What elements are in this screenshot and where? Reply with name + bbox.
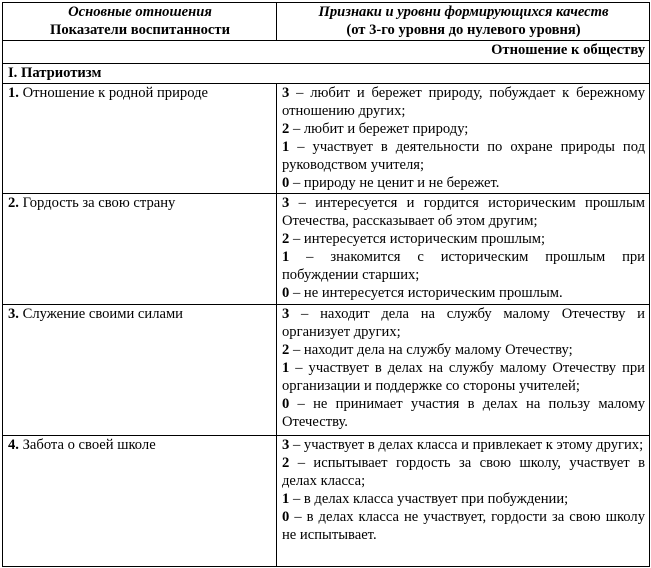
level-text: – участвует в делах класса и привлекает к этому других; — [289, 437, 644, 453]
level-text: – любит и бережет природу, побуждает к бережному отношению других; — [282, 85, 645, 119]
level-text: – в делах класса не участвует, гордости за свою школу не испытывает. — [282, 509, 645, 543]
criterion-cell — [3, 436, 277, 567]
criterion-number: 2. — [8, 195, 19, 211]
criterion-label: Гордость за свою страну — [18, 195, 176, 211]
level-text: – находит дела на службу малому Отечеству; — [289, 342, 573, 358]
criterion-label: Отношение к родной природе — [18, 85, 208, 101]
level-text: – находит дела на службу малому Отечеству и организует других; — [282, 306, 645, 340]
level-line — [282, 490, 645, 508]
criterion-cell — [3, 194, 277, 305]
table-row — [3, 194, 650, 305]
level-text: – любит и бережет природу; — [289, 121, 469, 137]
criterion-label: Забота о своей школе — [18, 437, 156, 453]
table-row — [3, 436, 650, 567]
levels-cell — [277, 436, 650, 567]
level-line — [282, 395, 645, 431]
level-number: 1 — [282, 360, 290, 376]
level-text: – знакомится с историческим прошлым при побуждении старших; — [282, 249, 645, 283]
table-row — [3, 305, 650, 436]
level-line — [282, 341, 645, 359]
level-line — [282, 230, 645, 248]
level-text: – не интересуется историческим прошлым. — [289, 285, 563, 301]
level-line — [282, 454, 645, 490]
level-text: – природу не ценит и не бережет. — [289, 175, 500, 191]
table-row — [3, 84, 650, 194]
level-number: 2 — [282, 342, 290, 358]
level-number: 2 — [282, 455, 290, 471]
level-line — [282, 436, 645, 454]
level-number: 3 — [282, 85, 290, 101]
table-header-row — [3, 3, 650, 41]
level-text: – участвует в деятельности по охране природы под руководством учителя; — [282, 139, 645, 173]
category-row — [3, 64, 650, 84]
level-line — [282, 174, 645, 192]
header-col1-line2: Показатели воспитанности — [50, 22, 230, 38]
level-number: 1 — [282, 139, 290, 155]
level-number: 1 — [282, 249, 290, 265]
level-text: – в делах класса участвует при побуждении; — [289, 491, 569, 507]
header-col2 — [277, 3, 650, 41]
header-col1-line1: Основные отношения — [68, 4, 212, 20]
level-number: 3 — [282, 306, 290, 322]
upbringing-criteria-table — [2, 2, 650, 567]
section-row — [3, 41, 650, 64]
criterion-number: 1. — [8, 85, 19, 101]
criterion-number: 4. — [8, 437, 19, 453]
level-number: 0 — [282, 285, 290, 301]
levels-cell — [277, 305, 650, 436]
level-line — [282, 508, 645, 544]
level-line — [282, 284, 645, 302]
level-number: 0 — [282, 509, 290, 525]
criterion-number: 3. — [8, 306, 19, 322]
section-title: Отношение к обществу — [3, 41, 650, 64]
header-col1 — [3, 3, 277, 41]
level-text: – интересуется историческим прошлым; — [289, 231, 546, 247]
level-number: 2 — [282, 231, 290, 247]
criterion-cell — [3, 305, 277, 436]
level-number: 0 — [282, 396, 290, 412]
level-text: – испытывает гордость за свою школу, участвует в делах класса; — [282, 455, 645, 489]
level-text: – не принимает участия в делах на пользу малому Отечеству. — [282, 396, 645, 430]
level-line — [282, 120, 645, 138]
level-number: 1 — [282, 491, 290, 507]
level-number: 3 — [282, 195, 290, 211]
level-text: – интересуется и гордится историческим прошлым Отечества, рассказывает об этом другим; — [282, 195, 645, 229]
criterion-cell — [3, 84, 277, 194]
criterion-label: Служение своими силами — [18, 306, 183, 322]
level-line — [282, 194, 645, 230]
level-line — [282, 138, 645, 174]
level-line — [282, 305, 645, 341]
level-line — [282, 359, 645, 395]
level-number: 2 — [282, 121, 290, 137]
header-col2-line1: Признаки и уровни формирующихся качеств — [318, 4, 609, 20]
header-col2-line2: (от 3-го уровня до нулевого уровня) — [346, 22, 581, 38]
levels-cell — [277, 194, 650, 305]
level-line — [282, 248, 645, 284]
category-title: I. Патриотизм — [3, 64, 650, 84]
levels-cell — [277, 84, 650, 194]
level-line — [282, 84, 645, 120]
level-number: 3 — [282, 437, 290, 453]
level-text: – участвует в делах на службу малому Отечеству при организации и поддержке со стороны учителей; — [282, 360, 645, 394]
level-number: 0 — [282, 175, 290, 191]
